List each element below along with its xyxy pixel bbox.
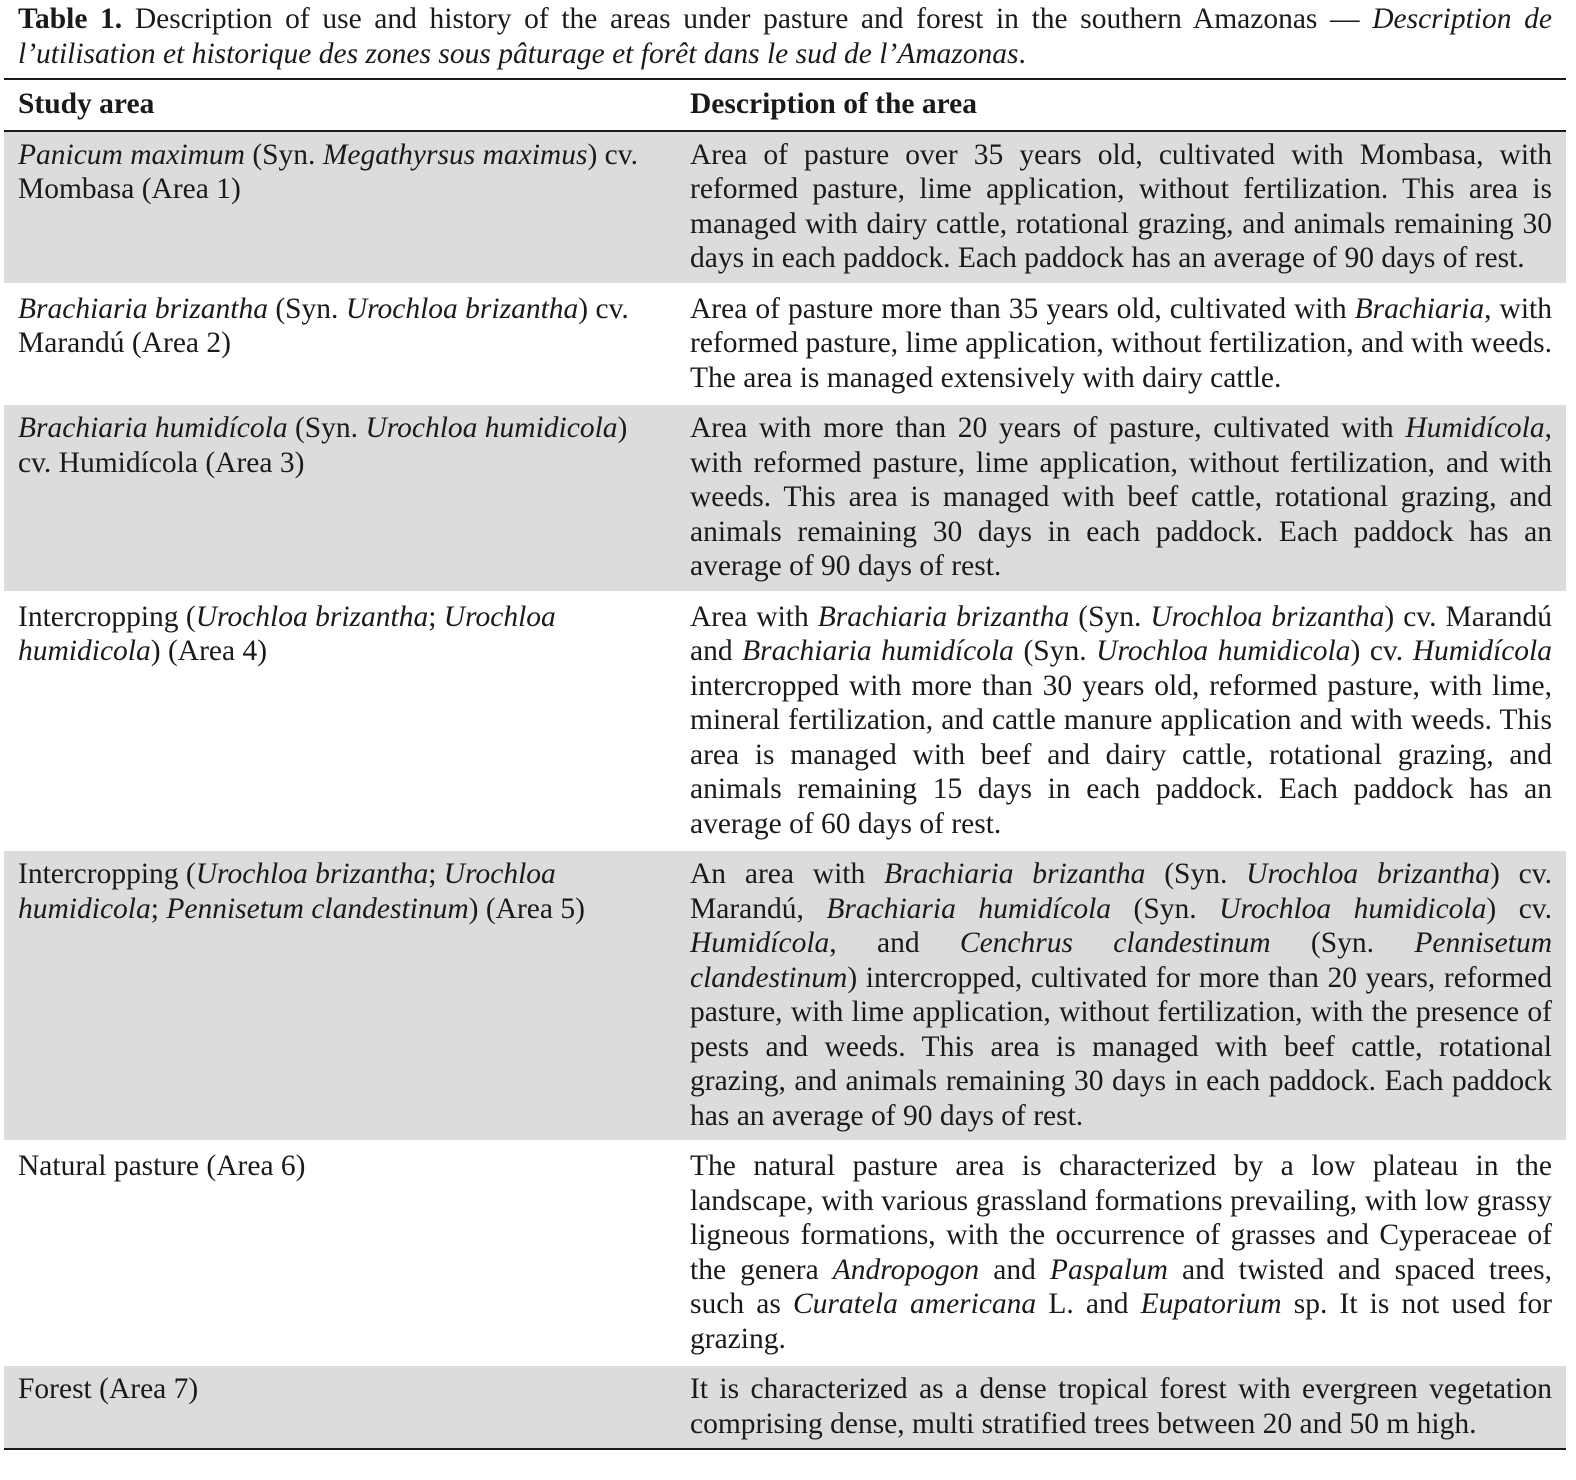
text-segment: Urochloa brizantha [195, 600, 429, 633]
study-area-cell [4, 1365, 676, 1450]
study-area-cell [4, 1142, 676, 1365]
text-segment: , with reformed pasture, lime application, without fertilization, and with weeds. This area is managed with beef cattle, rotational grazing, and animals remaining 30 days in each paddock. Each paddock has an average of 90 days of rest. [690, 412, 1552, 582]
text-segment: ; [428, 600, 444, 633]
text-segment: ) cv. Marandú and [690, 600, 1552, 667]
description-cell [676, 1365, 1566, 1450]
text-segment: (Syn. [1270, 927, 1415, 959]
text-segment: Humidícola [1405, 412, 1545, 444]
text-segment: ) cv. [1350, 635, 1413, 667]
text-segment: ) cv. Marandú, [690, 858, 1552, 925]
description-cell [676, 592, 1566, 850]
header-study-area: Study area [4, 79, 676, 131]
table-caption [4, 2, 1566, 72]
text-segment: Intercropping ( [18, 858, 196, 890]
text-segment: Brachiaria [1354, 292, 1485, 325]
text-segment: ) intercropped, cultivated for more than 20 years, reformed pasture, with lime application, without fertilization, with the presence of pests and weeds. This area is managed with beef cattle, rotational grazing, and animals remaining 30 days in each paddock. Each paddock has an average of 90 days of rest. [690, 961, 1552, 1132]
text-segment: Brachiaria humidícola [18, 412, 288, 444]
caption-french-text: Description de l’utilisation et historique des zones sous pâturage et forêt dans le sud de l’Amazonas [18, 3, 1552, 70]
text-segment: Cenchrus clandestinum [959, 927, 1271, 959]
study-area-cell [4, 850, 676, 1142]
text-segment: An area with [690, 858, 885, 890]
description-cell [676, 850, 1566, 1142]
text-segment: (Syn. [244, 138, 323, 171]
text-segment: Brachiaria brizantha [817, 600, 1070, 633]
text-segment: ; [428, 858, 444, 890]
text-segment: L. and [1036, 1288, 1141, 1320]
text-segment: The natural pasture area is characterized by a low plateau in the landscape, with various grassland formations prevailing, with low grassy ligneous formations, with the occurrence of grasses and Cyperaceae of the genera [690, 1150, 1552, 1286]
text-segment: Urochloa humidicola [18, 858, 556, 925]
text-segment: Paspalum [1049, 1253, 1168, 1286]
text-segment: Urochloa humidicola [18, 600, 556, 667]
table-row [4, 284, 1566, 404]
text-segment: and [979, 1253, 1050, 1286]
table-row [4, 1365, 1566, 1450]
text-segment: Humidícola [1412, 635, 1552, 667]
text-segment: intercropped with more than 30 years old, reformed pasture, with lime, mineral fertilization, and cattle manure application and with weeds. This area is managed with beef and dairy cattle, rotational grazing, and animals remaining 15 days in each paddock. Each paddock has an average of 60 days of rest. [690, 669, 1552, 840]
text-segment: (Syn. [1145, 858, 1247, 890]
table-label: Table 1. [18, 3, 123, 35]
text-segment: (Syn. [1111, 892, 1220, 925]
text-segment: Pennisetum clandestinum [690, 927, 1552, 994]
text-segment: (Syn. [1069, 600, 1151, 633]
text-segment: ) cv. Marandú (Area 2) [18, 292, 629, 359]
study-area-cell [4, 404, 676, 593]
table-page [4, 2, 1566, 1450]
text-segment: sp. It is not used for grazing. [690, 1288, 1552, 1355]
text-segment: Area of pasture over 35 years old, cultivated with Mombasa, with reformed pasture, lime application, without fertilization. This area is managed with dairy cattle, rotational grazing, and animals remaining 30 days in each paddock. Each paddock has an average of 90 days of rest. [690, 138, 1552, 274]
text-segment: Panicum maximum [18, 138, 245, 171]
description-cell [676, 404, 1566, 593]
text-segment: ) (Area 5) [468, 892, 585, 925]
table-row [4, 592, 1566, 850]
text-segment: ) (Area 4) [150, 635, 268, 667]
text-segment: ) cv. Mombasa (Area 1) [18, 138, 638, 205]
text-segment: Urochloa brizantha [345, 292, 579, 325]
text-segment: Brachiaria humidícola [826, 892, 1112, 925]
study-area-cell [4, 284, 676, 404]
text-segment: Intercropping ( [18, 600, 196, 633]
text-segment: , and [829, 927, 960, 959]
description-cell [676, 1142, 1566, 1365]
table-row [4, 131, 1566, 285]
text-segment: Area with more than 20 years of pasture, cultivated with [690, 412, 1406, 444]
text-segment: ) cv. [1486, 892, 1552, 925]
text-segment: Area of pasture more than 35 years old, cultivated with [690, 292, 1355, 325]
text-segment: Urochloa brizantha [1150, 600, 1385, 633]
header-description: Description of the area [676, 79, 1566, 131]
study-area-cell [4, 592, 676, 850]
text-segment: (Syn. [287, 412, 366, 444]
text-segment: Curatela americana [792, 1288, 1037, 1320]
text-segment: Urochloa brizantha [1246, 858, 1491, 890]
description-table [4, 78, 1566, 1450]
description-cell [676, 131, 1566, 285]
text-segment: Urochloa humidicola [1219, 892, 1487, 925]
caption-end: . [1018, 38, 1026, 70]
text-segment: and twisted and spaced trees, such as [690, 1253, 1552, 1320]
description-cell [676, 284, 1566, 404]
text-segment: Eupatorium [1140, 1288, 1282, 1320]
table-row [4, 1142, 1566, 1365]
text-segment: Brachiaria brizantha [18, 292, 268, 325]
table-row [4, 850, 1566, 1142]
text-segment: Pennisetum clandestinum [166, 892, 469, 925]
text-segment: ) cv. Humidícola (Area 3) [18, 412, 628, 479]
text-segment: (Syn. [1013, 635, 1097, 667]
table-body [4, 131, 1566, 1450]
study-area-cell [4, 131, 676, 285]
text-segment: Natural pasture (Area 6) [18, 1150, 306, 1182]
text-segment: (Syn. [267, 292, 346, 325]
text-segment: Megathyrsus maximus [322, 138, 588, 171]
text-segment: Brachiaria brizantha [884, 858, 1146, 890]
text-segment: Andropogon [832, 1253, 980, 1286]
text-segment: ; [150, 892, 167, 925]
caption-text: Description of use and history of the areas under pasture and forest in the southern Amazonas — [122, 3, 1373, 35]
text-segment: Forest (Area 7) [18, 1373, 199, 1405]
text-segment: Humidícola [690, 927, 830, 959]
table-header-row [4, 79, 1566, 131]
text-segment: Brachiaria humidícola [742, 635, 1014, 667]
text-segment: Urochloa brizantha [195, 858, 429, 890]
text-segment: It is characterized as a dense tropical forest with evergreen vegetation comprising dense, multi stratified trees between 20 and 50 m high. [690, 1373, 1552, 1440]
text-segment: Area with [690, 600, 818, 633]
text-segment: Urochloa humidicola [1096, 635, 1351, 667]
table-row [4, 404, 1566, 593]
text-segment: Urochloa humidicola [365, 412, 618, 444]
text-segment: , with reformed pasture, lime application, without fertilization, and with weeds. The area is managed extensively with dairy cattle. [690, 292, 1552, 394]
